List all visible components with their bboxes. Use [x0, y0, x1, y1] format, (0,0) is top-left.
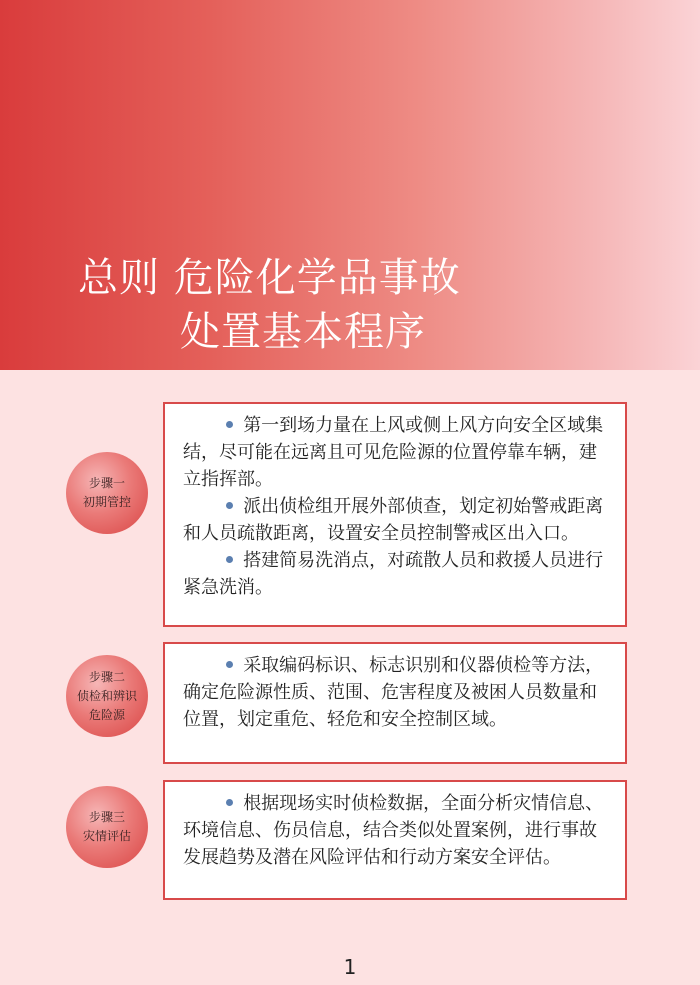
- list-item: 搭建简易洗消点，对疏散人员和救援人员进行紧急洗消。: [183, 550, 604, 598]
- bullet-icon: [226, 502, 233, 509]
- step-1-label: 步骤一: [88, 476, 125, 490]
- step-2-subtitle: 侦检和辨识: [76, 688, 137, 703]
- step-3-badge: [66, 786, 148, 868]
- bullet-icon: [226, 799, 233, 806]
- step-3-subtitle: 灾情评估: [82, 829, 131, 843]
- step-1-box: [163, 402, 627, 627]
- step-1-badge: [66, 452, 148, 534]
- step-2-box: [163, 642, 627, 764]
- step-2-subtitle-2: 危险源: [88, 707, 125, 722]
- bullet-icon: [226, 421, 233, 428]
- page-number: 1: [343, 955, 357, 979]
- page-title-line1: 总则 危险化学品事故: [78, 255, 461, 301]
- step-3-label: 步骤三: [88, 810, 125, 824]
- list-item: 根据现场实时侦检数据，全面分析灾情信息、环境信息、伤员信息，结合类似处置案例，进行事故发展趋势及潜在风险评估和行动方案安全评估。: [183, 793, 604, 868]
- list-item: 派出侦检组开展外部侦查，划定初始警戒距离和人员疏散距离，设置安全员控制警戒区出入口。: [183, 496, 604, 544]
- bullet-icon: [226, 661, 233, 668]
- step-3-box: [163, 780, 627, 900]
- page-title-line2: 处置基本程序: [180, 309, 426, 355]
- step-2-badge: [66, 655, 148, 737]
- list-item: 采取编码标识、标志识别和仪器侦检等方法，确定危险源性质、范围、危害程度及被困人员数量和位置，划定重危、轻危和安全控制区域。: [183, 655, 604, 730]
- list-item: 第一到场力量在上风或侧上风方向安全区域集结，尽可能在远离且可见危险源的位置停靠车辆，建立指挥部。: [183, 415, 604, 490]
- step-2-label: 步骤二: [88, 669, 125, 684]
- step-1-subtitle: 初期管控: [82, 495, 131, 509]
- bullet-icon: [226, 556, 233, 563]
